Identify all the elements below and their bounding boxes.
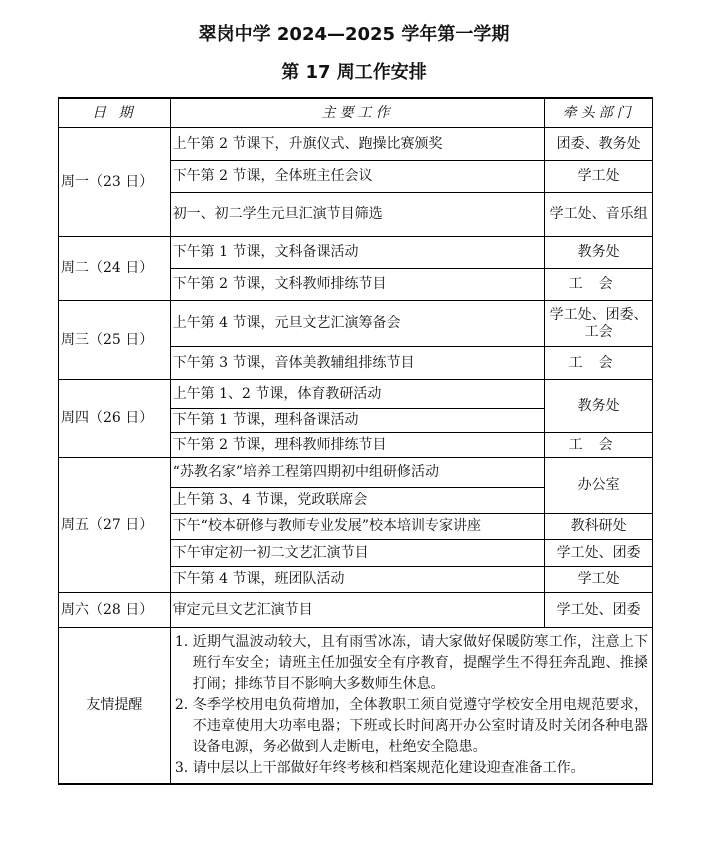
tips-content xyxy=(170,628,652,785)
date-cell: 周六（28 日） xyxy=(59,593,171,628)
date-cell: 周三（25 日） xyxy=(59,301,171,380)
table-row xyxy=(59,301,653,347)
table-row xyxy=(59,458,653,488)
task-cell: 上午第 1、2 节课，体育教研活动 xyxy=(170,380,545,409)
dept-cell: 办公室 xyxy=(545,458,653,514)
dept-cell: 教科研处 xyxy=(545,514,653,540)
task-cell: “苏教名家”培养工程第四期初中组研修活动 xyxy=(170,458,545,488)
tip-item: 1. 近期气温波动较大，且有雨雪冰冻，请大家做好保暖防寒工作，注意上下班行车安全；请班主任加强安全有序教育，提醒学生不得狂奔乱跑、推搡打闹；排练节目不影响大多数师生休息。 xyxy=(193,632,648,695)
task-cell: 下午第 2 节课，文科教师排练节目 xyxy=(170,269,545,301)
tips-label: 友情提醒 xyxy=(59,628,171,785)
dept-cell: 学工处 xyxy=(545,161,653,193)
task-cell: 审定元旦文艺汇演节目 xyxy=(170,593,545,628)
table-header-row xyxy=(59,98,653,128)
dept-cell: 学工处、团委 xyxy=(545,593,653,628)
task-cell: 下午第 2 节课，全体班主任会议 xyxy=(170,161,545,193)
dept-cell: 团委、教务处 xyxy=(545,128,653,161)
tip-item: 3. 请中层以上干部做好年终考核和档案规范化建设迎查准备工作。 xyxy=(193,758,648,779)
task-cell: 下午第 2 节课，理科教师排练节目 xyxy=(170,433,545,458)
dept-cell: 工会 xyxy=(545,269,653,301)
tip-item: 2. 冬季学校用电负荷增加，全体教职工须自觉遵守学校安全用电规范要求，不违章使用大功率电器；下班或长时间离开办公室时请及时关闭各种电器设备电源，务必做到人走断电，杜绝安全隐患。 xyxy=(193,695,648,758)
dept-cell: 学工处、团委、工会 xyxy=(545,301,653,347)
document-subtitle: 第 17 周工作安排 xyxy=(281,62,427,83)
dept-cell: 教务处 xyxy=(545,380,653,433)
table-row xyxy=(59,593,653,628)
date-cell: 周二（24 日） xyxy=(59,237,171,301)
task-cell: 下午第 1 节课，理科备课活动 xyxy=(170,409,545,433)
date-cell: 周一（23 日） xyxy=(59,128,171,237)
dept-cell: 学工处、音乐组 xyxy=(545,193,653,237)
column-header-task: 主要工作 xyxy=(170,98,545,128)
table-row xyxy=(59,237,653,269)
table-row xyxy=(59,128,653,161)
dept-cell: 教务处 xyxy=(545,237,653,269)
tips-row xyxy=(59,628,653,785)
table-row xyxy=(59,380,653,409)
tips-list xyxy=(175,632,648,779)
task-cell: 下午第 1 节课，文科备课活动 xyxy=(170,237,545,269)
task-cell: 下午“校本研修与教师专业发展”校本培训专家讲座 xyxy=(170,514,545,540)
dept-cell: 学工处、团委 xyxy=(545,540,653,567)
dept-cell: 工会 xyxy=(545,347,653,380)
document-title: 翠岗中学 2024—2025 学年第一学期 xyxy=(198,24,510,45)
task-cell: 下午审定初一初二文艺汇演节目 xyxy=(170,540,545,567)
task-cell: 下午第 4 节课，班团队活动 xyxy=(170,567,545,593)
task-cell: 上午第 2 节课下，升旗仪式、跑操比赛颁奖 xyxy=(170,128,545,161)
task-cell: 上午第 4 节课，元旦文艺汇演筹备会 xyxy=(170,301,545,347)
date-cell: 周五（27 日） xyxy=(59,458,171,593)
column-header-date: 日 期 xyxy=(59,98,171,128)
task-cell: 上午第 3、4 节课，党政联席会 xyxy=(170,488,545,514)
task-cell: 下午第 3 节课，音体美教辅组排练节目 xyxy=(170,347,545,380)
schedule-table xyxy=(58,97,653,785)
dept-cell: 工会 xyxy=(545,433,653,458)
column-header-dept: 牵头部门 xyxy=(545,98,653,128)
date-cell: 周四（26 日） xyxy=(59,380,171,458)
task-cell: 初一、初二学生元旦汇演节目筛选 xyxy=(170,193,545,237)
dept-cell: 学工处 xyxy=(545,567,653,593)
